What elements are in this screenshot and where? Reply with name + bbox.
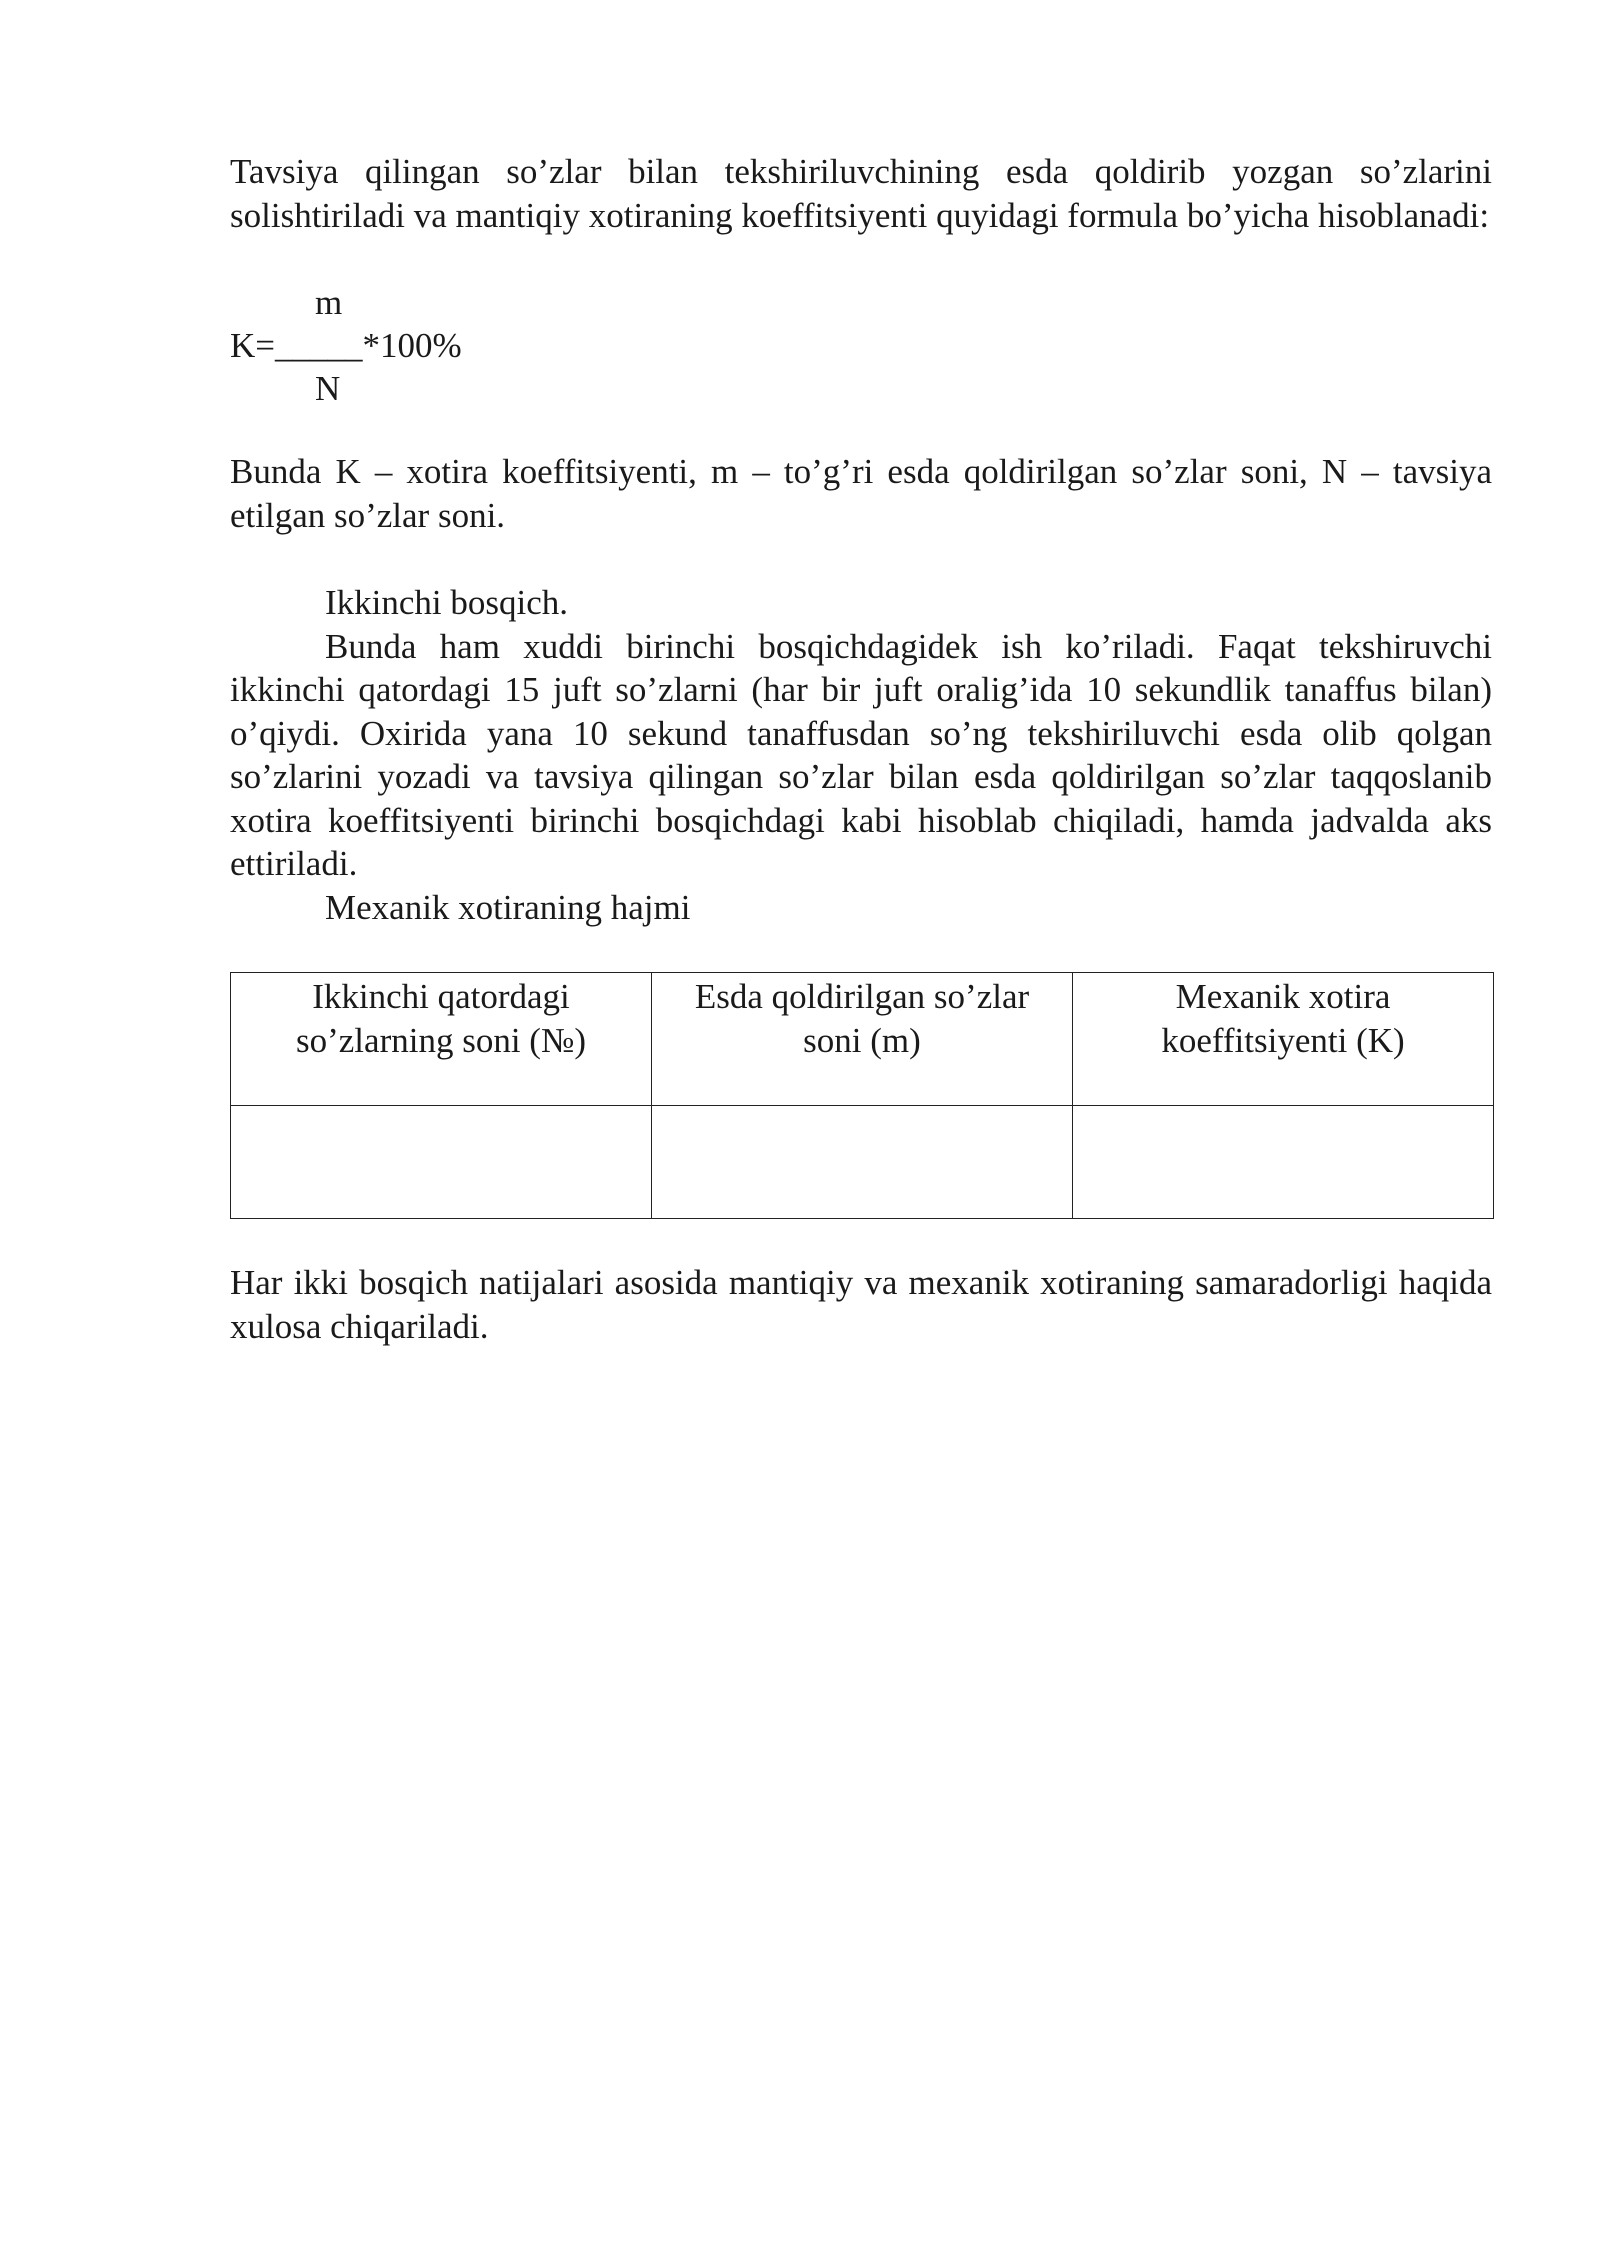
document-page: [230, 150, 1492, 1348]
mechanical-memory-table: [230, 972, 1494, 1219]
table-header-cell: Esda qoldirilgan so’zlar soni (m): [652, 973, 1073, 1106]
table-row: [231, 1106, 1494, 1219]
formula-numerator: m: [315, 283, 343, 322]
table-header-row: [231, 973, 1494, 1106]
stage2-heading: Ikkinchi bosqich.: [325, 583, 569, 622]
intro-paragraph: Tavsiya qilingan so’zlar bilan tekshiriluvchining esda qoldirib yozgan so’zlarini solishtiriladi va mantiqiy xotiraning koeffitsiyenti quyidagi formula bo’yicha hisoblanadi:: [230, 152, 1492, 235]
table-cell[interactable]: [1073, 1106, 1494, 1219]
conclusion-paragraph: Har ikki bosqich natijalari asosida mantiqiy va mexanik xotiraning samaradorligi haqida xulosa chiqariladi.: [230, 1263, 1492, 1346]
memory-coefficient-formula: [230, 281, 1492, 406]
table-cell[interactable]: [652, 1106, 1073, 1219]
table-cell[interactable]: [231, 1106, 652, 1219]
formula-explanation: Bunda K – xotira koeffitsiyenti, m – to’g’ri esda qoldirilgan so’zlar soni, N – tavsiya etilgan so’zlar soni.: [230, 452, 1492, 535]
table-header-cell: Mexanik xotira koeffitsiyenti (K): [1073, 973, 1494, 1106]
table-header-cell: Ikkinchi qatordagi so’zlarning soni (№): [231, 973, 652, 1106]
table-caption: Mexanik xotiraning hajmi: [325, 887, 691, 927]
stage2-body: Bunda ham xuddi birinchi bosqichdagidek ish ko’riladi. Faqat tekshiruvchi ikkinchi qatordagi 15 juft so’zlarni (har bir juft oralig’ida 10 sekundlik tanaffus bilan) o’qiydi. Oxirida yana 10 sekund tanaffusdan so’ng tekshiriluvchi esda olib qolgan so’zlarini yozadi va tavsiya qilingan so’zlar bilan esda qoldirilgan so’zlar taqqoslanib xotira koeffitsiyenti birinchi bosqichdagi kabi hisoblab chiqiladi, hamda jadvalda aks ettiriladi.: [230, 626, 1492, 883]
formula-expression: K=_____*100%: [230, 326, 462, 365]
formula-denominator: N: [315, 369, 341, 408]
